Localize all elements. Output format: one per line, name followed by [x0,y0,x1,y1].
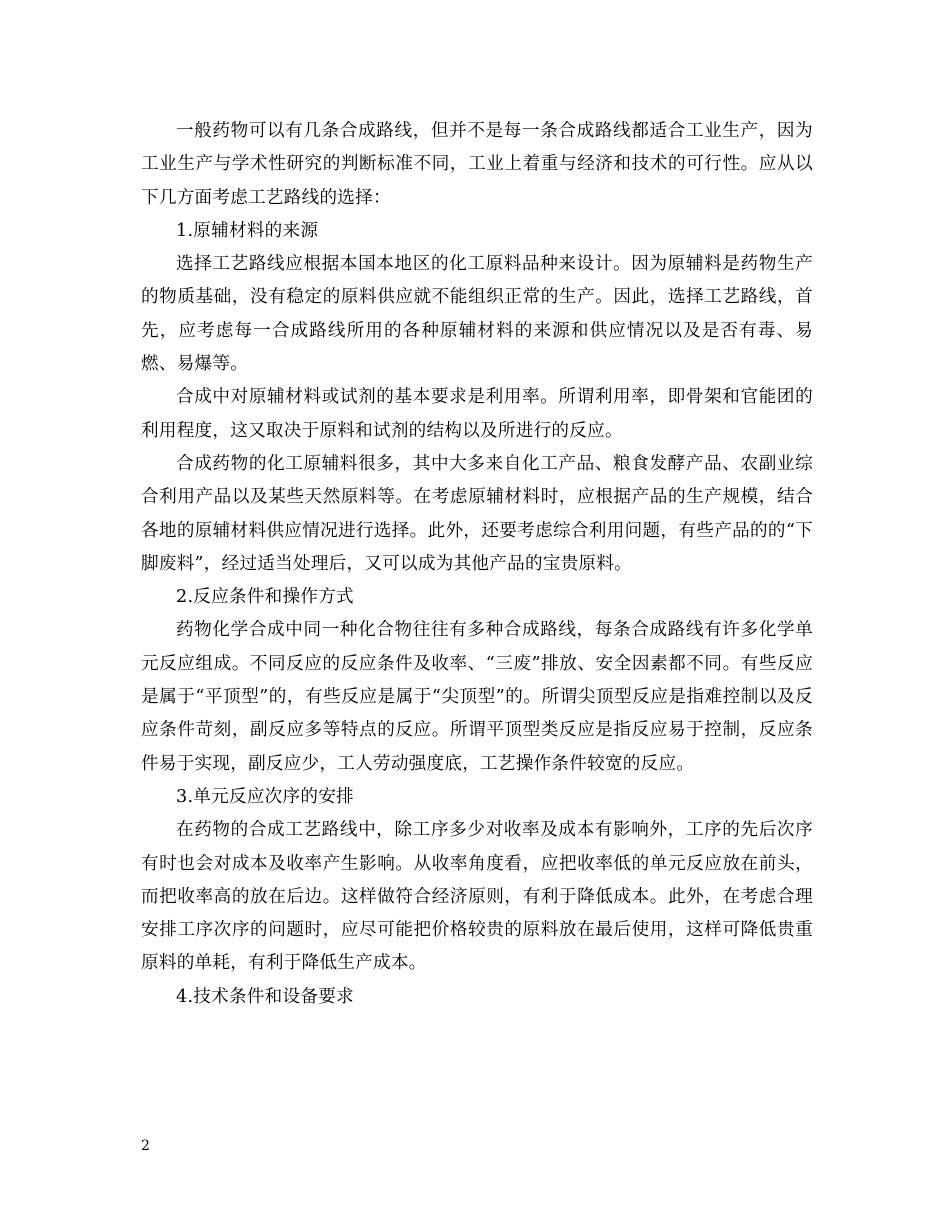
body-paragraph: 在药物的合成工艺路线中，除工序多少对收率及成本有影响外，工序的先后次序有时也会对成本及收率产生影响。从收率角度看，应把收率低的单元反应放在前头，而把收率高的放在后边。这样做符合经济原则，有利于降低成本。此外，在考虑合理安排工序次序的问题时，应尽可能把价格较贵的原料放在最后使用，这样可降低贵重原料的单耗，有利于降低生产成本。 [141,820,813,974]
page-number: 2 [141,1138,150,1154]
intro-paragraph: 一般药物可以有几条合成路线，但并不是每一条合成路线都适合工业生产，因为工业生产与学术性研究的判断标准不同，工业上着重与经济和技术的可行性。应从以下几方面考虑工艺路线的选择： [141,121,813,208]
section-heading-reaction-conditions: 2.反应条件和操作方式 [176,587,354,608]
body-paragraph: 药物化学合成中同一种化合物往往有多种合成路线，每条合成路线有许多化学单元反应组成。不同反应的反应条件及收率、“三废”排放、安全因素都不同。有些反应是属于“平顶型”的，有些反应是属于“尖顶型”的。所谓尖顶型反应是指难控制以及反应条件苛刻，副反应多等特点的反应。所谓平顶型类反应是指反应易于控制，反应条件易于实现，副反应少，工人劳动强度底，工艺操作条件较宽的反应。 [141,620,813,774]
body-paragraph: 选择工艺路线应根据本国本地区的化工原料品种来设计。因为原辅料是药物生产的物质基础，没有稳定的原料供应就不能组织正常的生产。因此，选择工艺路线，首先，应考虑每一合成路线所用的各种原辅材料的来源和供应情况以及是否有毒、易燃、易爆等。 [141,254,813,375]
section-heading-reaction-order: 3.单元反应次序的安排 [176,786,354,807]
section-heading-raw-materials: 1.原辅材料的来源 [176,220,319,241]
body-paragraph: 合成药物的化工原辅料很多，其中大多来自化工产品、粮食发酵产品、农副业综合利用产品以及某些天然原料等。在考虑原辅材料时，应根据产品的生产规模，结合各地的原辅材料供应情况进行选择。此外，还要考虑综合利用问题，有些产品的的“下脚废料”，经过适当处理后，又可以成为其他产品的宝贵原料。 [141,453,813,574]
section-heading-technical-conditions: 4.技术条件和设备要求 [176,986,354,1007]
document-body [141,115,813,1014]
body-paragraph: 合成中对原辅材料或试剂的基本要求是利用率。所谓利用率，即骨架和官能团的利用程度，这又取决于原料和试剂的结构以及所进行的反应。 [141,387,813,441]
